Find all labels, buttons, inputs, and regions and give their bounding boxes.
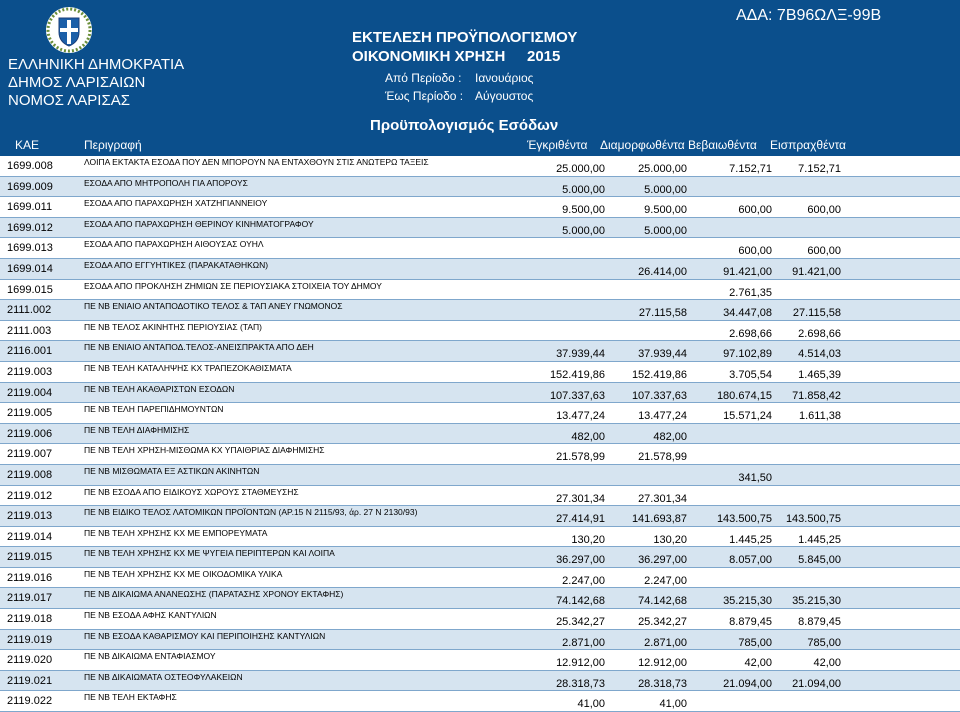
cell-desc: ΠΕ ΝΒ ΕΙΔΙΚΟ ΤΕΛΟΣ ΛΑΤΟΜΙΚΩΝ ΠΡΟΪΟΝΤΩΝ (ΑΡ.15 Ν 2115/93, άρ. 27 Ν 2130/93): [84, 507, 418, 518]
table-row: [0, 630, 960, 651]
prefecture-name: ΝΟΜΟΣ ΛΑΡΙΣΑΣ: [8, 92, 131, 109]
cell-kae: 2116.001: [7, 345, 53, 358]
table-row: [0, 609, 960, 630]
table-row: [0, 321, 960, 342]
cell-formed: 28.318,73: [638, 677, 687, 690]
cell-kae: 2119.003: [7, 365, 53, 378]
cell-desc: ΠΕ ΝΒ ΜΙΣΘΩΜΑΤΑ ΕΞ ΑΣΤΙΚΩΝ ΑΚΙΝΗΤΩΝ: [84, 465, 260, 476]
cell-collected: 143.500,75: [785, 513, 841, 526]
cell-kae: 2119.018: [7, 613, 53, 626]
cell-certified: 341,50: [738, 471, 772, 484]
ada-code: ΑΔΑ: 7Β96ΩΛΞ-99Β: [736, 7, 882, 24]
cell-formed: 141.693,87: [631, 513, 687, 526]
from-label: Από Περίοδο :: [385, 71, 462, 85]
table-row: [0, 383, 960, 404]
table-row: [0, 527, 960, 548]
country-name: ΕΛΛΗΝΙΚΗ ΔΗΜΟΚΡΑΤΙΑ: [8, 56, 185, 73]
cell-kae: 2119.022: [7, 695, 53, 708]
cell-formed: 130,20: [653, 533, 687, 546]
cell-formed: 152.419,86: [631, 368, 687, 381]
cell-kae: 2119.021: [7, 674, 53, 687]
col-desc: Περιγραφή: [84, 138, 142, 152]
cell-approved: 5.000,00: [562, 224, 605, 237]
cell-desc: ΠΕ ΝΒ ΤΕΛΗ ΧΡΗΣΗΣ ΚΧ ΜΕ ΨΥΓΕΙΑ ΠΕΡΙΠΤΕΡΩΝ ΚΑΙ ΛΟΙΠΑ: [84, 548, 335, 559]
cell-formed: 25.342,27: [638, 616, 687, 629]
greek-emblem-icon: [45, 6, 93, 54]
cell-desc: ΠΕ ΝΒ ΤΕΛΗ ΧΡΗΣΗ-ΜΙΣΘΩΜΑ ΚΧ ΥΠΑΙΘΡΙΑΣ ΔΙΑΦΗΜΙΣΗΣ: [84, 445, 325, 456]
fiscal-label: ΟΙΚΟΝΟΜΙΚΗ ΧΡΗΣΗ: [352, 48, 506, 65]
cell-certified: 143.500,75: [716, 513, 772, 526]
cell-kae: 2119.007: [7, 448, 53, 461]
report-title: ΕΚΤΕΛΕΣΗ ΠΡΟΫΠΟΛΟΓΙΣΜΟΥ: [352, 29, 578, 46]
cell-collected: 7.152,71: [798, 163, 841, 175]
section-title: Προϋπολογισμός Εσόδων: [370, 117, 559, 134]
cell-certified: 42,00: [744, 657, 772, 670]
cell-collected: 600,00: [807, 245, 841, 258]
cell-desc: ΠΕ ΝΒ ΔΙΚΑΙΩΜΑ ΕΝΤΑΦΙΑΣΜΟΥ: [84, 651, 216, 662]
cell-desc: ΠΕ ΝΒ ΕΣΟΔΑ ΑΦΗΣ ΚΑΝΤΥΛΙΩΝ: [84, 610, 217, 621]
cell-formed: 37.939,44: [638, 348, 687, 361]
cell-kae: 2119.014: [7, 530, 53, 543]
cell-formed: 2.247,00: [644, 574, 687, 587]
cell-formed: 9.500,00: [644, 204, 687, 217]
cell-formed: 107.337,63: [631, 389, 687, 402]
cell-formed: 5.000,00: [644, 224, 687, 237]
cell-approved: 27.301,34: [556, 492, 605, 505]
table-row: [0, 568, 960, 589]
cell-kae: 2111.003: [7, 324, 52, 337]
cell-approved: 152.419,86: [549, 368, 605, 381]
cell-approved: 36.297,00: [556, 554, 605, 567]
cell-certified: 600,00: [738, 204, 772, 217]
cell-formed: 25.000,00: [638, 163, 687, 175]
table-row: [0, 403, 960, 424]
cell-certified: 600,00: [738, 245, 772, 258]
cell-certified: 2.698,66: [729, 327, 772, 340]
cell-formed: 27.301,34: [638, 492, 687, 505]
cell-desc: ΠΕ ΝΒ ΤΕΛΗ ΧΡΗΣΗΣ ΚΧ ΜΕ ΟΙΚΟΔΟΜΙΚΑ ΥΛΙΚΑ: [84, 568, 283, 579]
cell-kae: 2119.017: [7, 592, 53, 605]
cell-kae: 2119.005: [7, 407, 53, 420]
cell-collected: 1.465,39: [798, 368, 841, 381]
table-row: [0, 547, 960, 568]
cell-approved: 2.871,00: [562, 636, 605, 649]
cell-kae: 2119.015: [7, 551, 53, 564]
cell-certified: 8.879,45: [729, 616, 772, 629]
cell-formed: 13.477,24: [638, 410, 687, 423]
cell-desc: ΠΕ ΝΒ ΕΣΟΔΑ ΚΑΘΑΡΙΣΜΟΥ ΚΑΙ ΠΕΡΙΠΟΙΗΣΗΣ ΚΑΝΤΥΛΙΩΝ: [84, 630, 326, 641]
column-header: [0, 137, 960, 155]
cell-kae: 2119.016: [7, 571, 53, 584]
cell-formed: 74.142,68: [638, 595, 687, 608]
cell-formed: 2.871,00: [644, 636, 687, 649]
cell-formed: 482,00: [653, 430, 687, 443]
cell-desc: ΕΣΟΔΑ ΑΠΟ ΕΓΓΥΗΤΙΚΕΣ (ΠΑΡΑΚΑΤΑΘΗΚΩΝ): [84, 259, 269, 270]
table-row: [0, 362, 960, 383]
cell-certified: 2.761,35: [729, 286, 772, 299]
cell-approved: 482,00: [571, 430, 605, 443]
fiscal-year: 2015: [527, 48, 561, 65]
cell-approved: 12.912,00: [556, 657, 605, 670]
table-row: [0, 465, 960, 486]
cell-approved: 27.414,91: [556, 513, 605, 526]
to-label: Έως Περίοδο :: [385, 89, 464, 103]
cell-approved: 130,20: [571, 533, 605, 546]
cell-approved: 21.578,99: [556, 451, 605, 464]
cell-approved: 25.342,27: [556, 616, 605, 629]
cell-certified: 91.421,00: [723, 265, 772, 278]
cell-kae: 1699.011: [7, 201, 53, 214]
table-row: [0, 424, 960, 445]
cell-kae: 1699.012: [7, 221, 53, 234]
cell-kae: 2119.006: [7, 427, 53, 440]
cell-kae: 2119.020: [7, 654, 53, 667]
table-row: [0, 238, 960, 259]
cell-collected: 600,00: [807, 204, 841, 217]
cell-desc: ΠΕ ΝΒ ΤΕΛΗ ΠΑΡΕΠΙΔΗΜΟΥΝΤΩΝ: [84, 404, 224, 415]
col-kae: ΚΑΕ: [15, 138, 40, 152]
cell-collected: 21.094,00: [792, 677, 841, 690]
cell-desc: ΕΣΟΔΑ ΑΠΟ ΠΑΡΑΧΩΡΗΣΗ ΘΕΡΙΝΟΥ ΚΙΝΗΜΑΤΟΓΡΑΦΟΥ: [84, 218, 314, 229]
cell-desc: ΕΣΟΔΑ ΑΠΟ ΠΡΟΚΛΗΣΗ ΖΗΜΙΩΝ ΣΕ ΠΕΡΙΟΥΣΙΑΚΑ ΣΤΟΙΧΕΙΑ ΤΟΥ ΔΗΜΟΥ: [84, 280, 382, 291]
table-row: [0, 197, 960, 218]
cell-certified: 15.571,24: [723, 410, 772, 423]
table-row: [0, 486, 960, 507]
cell-collected: 71.858,42: [792, 389, 841, 402]
cell-kae: 1699.008: [7, 160, 53, 172]
cell-approved: 13.477,24: [556, 410, 605, 423]
cell-desc: ΠΕ ΝΒ ΕΝΙΑΙΟ ΑΝΤΑΠΟΔΟΤΙΚΟ ΤΕΛΟΣ & ΤΑΠ ΑΝΕΥ ΓΝΩΜΟΝΟΣ: [84, 301, 343, 312]
cell-desc: ΠΕ ΝΒ ΤΕΛΟΣ ΑΚΙΝΗΤΗΣ ΠΕΡΙΟΥΣΙΑΣ (ΤΑΠ): [84, 321, 263, 332]
cell-desc: ΠΕ ΝΒ ΤΕΛΗ ΚΑΤΑΛΗΨΗΣ ΚΧ ΤΡΑΠΕΖΟΚΑΘΙΣΜΑΤΑ: [84, 362, 292, 373]
col-certified: Βεβαιωθέντα: [688, 138, 757, 152]
cell-approved: 107.337,63: [549, 389, 605, 402]
cell-kae: 2119.008: [7, 468, 53, 481]
cell-approved: 28.318,73: [556, 677, 605, 690]
cell-formed: 12.912,00: [638, 657, 687, 670]
table-row: [0, 156, 960, 177]
cell-collected: 91.421,00: [792, 265, 841, 278]
table-row: [0, 280, 960, 301]
table-row: [0, 444, 960, 465]
cell-desc: ΛΟΙΠΑ ΕΚΤΑΚΤΑ ΕΣΟΔΑ ΠΟΥ ΔΕΝ ΜΠΟΡΟΥΝ ΝΑ ΕΝΤΑΧΘΟΥΝ ΣΤΙΣ ΑΝΩΤΕΡΩ ΤΑΞΕΙΣ: [84, 157, 429, 167]
cell-certified: 34.447,08: [723, 307, 772, 320]
municipality-name: ΔΗΜΟΣ ΛΑΡΙΣΑΙΩΝ: [8, 74, 146, 91]
cell-desc: ΠΕ ΝΒ ΤΕΛΗ ΑΚΑΘΑΡΙΣΤΩΝ ΕΣΟΔΩΝ: [84, 383, 235, 394]
cell-certified: 21.094,00: [723, 677, 772, 690]
cell-kae: 2111.002: [7, 304, 52, 317]
from-value: Ιανουάριος: [475, 71, 534, 85]
cell-certified: 785,00: [738, 636, 772, 649]
cell-approved: 74.142,68: [556, 595, 605, 608]
cell-collected: 5.845,00: [798, 554, 841, 567]
cell-approved: 41,00: [577, 698, 605, 711]
col-approved: Έγκριθέντα: [527, 138, 588, 152]
cell-certified: 180.674,15: [716, 389, 772, 402]
cell-certified: 35.215,30: [723, 595, 772, 608]
cell-collected: 42,00: [813, 657, 841, 670]
to-value: Αύγουστος: [475, 89, 534, 103]
report-header: [0, 0, 960, 137]
cell-kae: 1699.009: [7, 180, 53, 193]
cell-collected: 1.445,25: [798, 533, 841, 546]
table-row: [0, 691, 960, 712]
table-row: [0, 259, 960, 280]
cell-desc: ΠΕ ΝΒ ΕΝΙΑΙΟ ΑΝΤΑΠΟΔ.ΤΕΛΟΣ-ΑΝΕΙΣΠΡΑΚΤΑ ΑΠΟ ΔΕΗ: [84, 342, 314, 353]
table-row: [0, 218, 960, 239]
cell-certified: 8.057,00: [729, 554, 772, 567]
cell-certified: 7.152,71: [729, 163, 772, 175]
cell-collected: 35.215,30: [792, 595, 841, 608]
revenue-table: [0, 156, 960, 712]
col-collected: Εισπραχθέντα: [770, 138, 846, 152]
table-row: [0, 177, 960, 198]
cell-desc: ΠΕ ΝΒ ΤΕΛΗ ΧΡΗΣΗΣ ΚΧ ΜΕ ΕΜΠΟΡΕΥΜΑΤΑ: [84, 527, 268, 538]
cell-kae: 2119.012: [7, 489, 53, 502]
cell-kae: 2119.004: [7, 386, 53, 399]
cell-collected: 785,00: [807, 636, 841, 649]
cell-kae: 1699.013: [7, 242, 53, 255]
col-formed: Διαμορφωθέντα: [600, 138, 685, 152]
cell-formed: 41,00: [659, 698, 687, 711]
table-row: [0, 341, 960, 362]
cell-approved: 25.000,00: [556, 163, 605, 175]
cell-desc: ΠΕ ΝΒ ΤΕΛΗ ΕΚΤΑΦΗΣ: [84, 692, 177, 703]
cell-desc: ΠΕ ΝΒ ΔΙΚΑΙΩΜΑ ΑΝΑΝΕΩΣΗΣ (ΠΑΡΑΤΑΣΗΣ ΧΡΟΝΟΥ ΕΚΤΑΦΗΣ): [84, 589, 344, 600]
cell-desc: ΠΕ ΝΒ ΤΕΛΗ ΔΙΑΦΗΜΙΣΗΣ: [84, 424, 190, 435]
cell-collected: 2.698,66: [798, 327, 841, 340]
cell-kae: 2119.019: [7, 633, 53, 646]
cell-kae: 2119.013: [7, 510, 53, 523]
cell-approved: 5.000,00: [562, 183, 605, 196]
table-row: [0, 300, 960, 321]
cell-certified: 97.102,89: [723, 348, 772, 361]
cell-certified: 3.705,54: [729, 368, 772, 381]
cell-desc: ΕΣΟΔΑ ΑΠΟ ΠΑΡΑΧΩΡΗΣΗ ΑΙΘΟΥΣΑΣ ΟΥΗΛ: [84, 239, 264, 250]
cell-formed: 21.578,99: [638, 451, 687, 464]
cell-certified: 1.445,25: [729, 533, 772, 546]
table-row: [0, 671, 960, 692]
cell-collected: 1.611,38: [798, 410, 841, 423]
cell-formed: 27.115,58: [638, 307, 687, 320]
table-row: [0, 650, 960, 671]
cell-approved: 2.247,00: [562, 574, 605, 587]
cell-approved: 9.500,00: [562, 204, 605, 217]
table-row: [0, 588, 960, 609]
cell-formed: 5.000,00: [644, 183, 687, 196]
cell-collected: 8.879,45: [798, 616, 841, 629]
cell-kae: 1699.015: [7, 283, 53, 296]
cell-formed: 26.414,00: [638, 265, 687, 278]
table-row: [0, 506, 960, 527]
cell-collected: 27.115,58: [792, 307, 841, 320]
cell-approved: 37.939,44: [556, 348, 605, 361]
cell-desc: ΠΕ ΝΒ ΔΙΚΑΙΩΜΑΤΑ ΟΣΤΕΟΦΥΛΑΚΕΙΩΝ: [84, 671, 243, 682]
cell-desc: ΕΣΟΔΑ ΑΠΟ ΜΗΤΡΟΠΟΛΗ ΓΙΑ ΑΠΟΡΟΥΣ: [84, 177, 248, 188]
cell-kae: 1699.014: [7, 262, 53, 275]
cell-formed: 36.297,00: [638, 554, 687, 567]
cell-desc: ΠΕ ΝΒ ΕΣΟΔΑ ΑΠΟ ΕΙΔΙΚΟΥΣ ΧΩΡΟΥΣ ΣΤΑΘΜΕΥΣΗΣ: [84, 486, 299, 497]
cell-collected: 4.514,03: [798, 348, 841, 361]
cell-desc: ΕΣΟΔΑ ΑΠΟ ΠΑΡΑΧΩΡΗΣΗ ΧΑΤΖΗΓΙΑΝΝΕΙΟΥ: [84, 198, 268, 209]
